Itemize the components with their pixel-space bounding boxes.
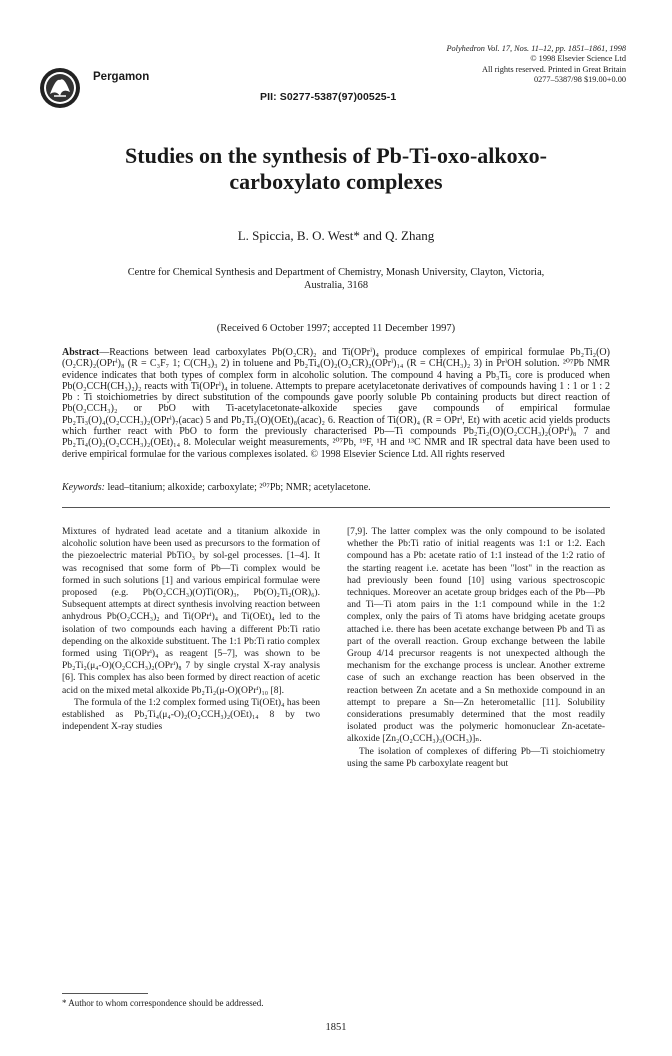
journal-citation: Polyhedron Vol. 17, Nos. 11–12, pp. 1851–1861, 1998 [446,44,626,53]
abstract-heading: Abstract [62,347,100,358]
article-title [20,143,652,195]
affiliation-line-1: Centre for Chemical Synthesis and Department of Chemistry, Monash University, Clayton, Victoria, [127,267,545,278]
body-paragraph: Mixtures of hydrated lead acetate and a titanium alkoxide in alcoholic solution have been used as precursors to the formation of the piezoelectric material PbTiO₃ by sol-gel processes. [1–4]. It was recognised that some form of Pb—Ti complex would be formed in such solutions [1] and various empirical formulae were proposed (e.g. Pb(O₂CCH₃)(O)Ti(OR)₃, Pb(O)₂Ti₂(OR)₆). Subsequent attempts at direct synthesis involving reaction between anhydrous Pb(O₂CCH₃)₂ and Ti(OPrⁱ)₄ and Ti(OEt)₄ led to the isolation of two compounds each having a different Pb:Ti ratio depending on the alkoxide substituent. The 1:1 Pb:Ti ratio complex formed using Ti(OPrⁱ)₄ as reagent [5–7], was shown to be Pb₂Ti₂(μ₄-O)(O₂CCH₃)₂(OPrⁱ)₈ 7 by single crystal X-ray analysis [6]. This complex has also been formed by direct reaction of acetic acid on the mixed metal alkoxide Pb₂Ti₂(μ-O)(OPrⁱ)₁₀ [8]. [62,526,320,696]
footnote: * Author to whom correspondence should be addressed. [62,998,264,1008]
affiliation-line-2: Australia, 3168 [303,280,369,291]
body-column-right [347,526,605,770]
footnote-divider [62,993,148,994]
pii-identifier: PII: S0277-5387(97)00525-1 [260,91,397,103]
body-paragraph: [7,9]. The latter complex was the only compound to be isolated whether the Pb:Ti ratio of initial reagents was 1:1 or 1:2. Each compound has a Pb: acetate ratio of 1:1 instead of the 1:2 ratio of the starting reagent i.e. acetate has been "lost" in the reaction as had previously been found [10] using various spectroscopic techniques. Moreover an acetate group bridges each of the Pb—Pb and Ti—Ti atom pairs in the 1:1 compound while in the 1:2 complex, only the pairs of Ti atoms have bridging acetate groups attached i.e. there has been acetate exchange between Pb and Ti as part of the overall reaction. Group exchange between the labile Group 4/14 precursor reagents is not unexpected although the mechanism for the exchange process is unclear. Another extreme case of such an exchange reaction has been observed in the reaction between Zn acetate and a Sn methoxide compound in an attempt to prepare a Sn—Zn heterometallic [11]. Solubility considerations presumably determined that the most readily isolated product was the polymeric homonuclear Zn-acetate-alkoxide [Zn₂(O₂CCH₃)₃(OCH₃)]ₙ. [347,526,605,745]
keywords [62,482,610,493]
authors: L. Spiccia, B. O. West* and Q. Zhang [237,228,435,243]
publisher-name: Pergamon [93,71,150,83]
body-paragraph: The formula of the 1:2 complex formed using Ti(OEt)₄ has been established as Pb₂Ti₄(μ₄-O)₂(O₂CCH₃)₂(OEt)₁₄ 8 by two independent X-ray studies [62,696,320,733]
copyright-line: © 1998 Elsevier Science Ltd [530,54,626,64]
title-line-2: carboxylato complexes [229,169,443,194]
body-paragraph: The isolation of complexes of differing Pb—Ti stoichiometry using the same Pb carboxylate reagent but [347,745,605,769]
affiliation [60,266,612,292]
title-line-1: Studies on the synthesis of Pb-Ti-oxo-alkoxo- [125,143,547,168]
price-line: 0277–5387/98 $19.00+0.00 [533,74,626,84]
rights-line: All rights reserved. Printed in Great Britain [481,64,626,74]
abstract [62,347,610,460]
pergamon-logo-icon [38,66,82,110]
received-dates: (Received 6 October 1997; accepted 11 December 1997) [216,323,456,334]
keywords-text: lead–titanium; alkoxide; carboxylate; ²⁰⁷Pb; NMR; acetylacetone. [104,482,371,493]
keywords-heading: Keywords: [62,482,105,493]
page-number: 1851 [325,1022,347,1033]
abstract-text: —Reactions between lead carboxylates Pb(O₂CR)₂ and Ti(OPrⁱ)₄ produce complexes of empirical formulae Pb₂Ti₂(O)(O₂CR)₂(OPrⁱ)₈ (R = C₃F₇ 1; C(CH₃)₃ 2) in toluene and Pb₂Ti₄(O)₂(O₂CR)₂(OPrⁱ)₁₄ (R = CH(CH₃)₂ 3) in PrⁱOH solution. ²⁰⁷Pb NMR evidence indicates that both types of complex form in alcoholic solution. The compound 4 having a Pb₃Ti₅ core is produced when Pb(O₂CCH(CH₃)₂)₂ reacts with Ti(OPrⁱ)₄ in toluene. Attempts to prepare acetylacetonate derivatives of compounds having 1 : 1 or 1 : 2 Pb : Ti stoichiometries by direct substitution of the compounds gave poorly soluble Pb containing products but direct reaction of Pb(O₂CCH₃)₂ or PbO with Ti-acetylacetonate-alkoxide species gave compounds of empirical formulae Pb₂Ti₃(O)₄(O₂CCH₃)₂(OPrⁱ)₇(acac) 5 and Pb₂Ti₂(O)(OEt)₈(acac)₂ 6. Reaction of Ti(OR)₄ (R = OPrⁱ, Et) with acetic acid yields products which further react with PbO to form the previously characterised Pb—Ti compounds Pb₂Ti₂(O)(O₂CCH₃)₂(OPrⁱ)₈ 7 and Pb₂Ti₄(O)₂(O₂CCH₃)₂(OEt)₁₄ 8. Molecular weight measurements, ²⁰⁷Pb, ¹⁹F, ¹H and ¹³C NMR and IR spectral data have been used to derive empirical formulae for the various complexes isolated. © 1998 Elsevier Science Ltd. All rights reserved [62,347,610,460]
section-divider [62,507,610,508]
journal-info [380,44,626,85]
body-column-left [62,526,320,733]
